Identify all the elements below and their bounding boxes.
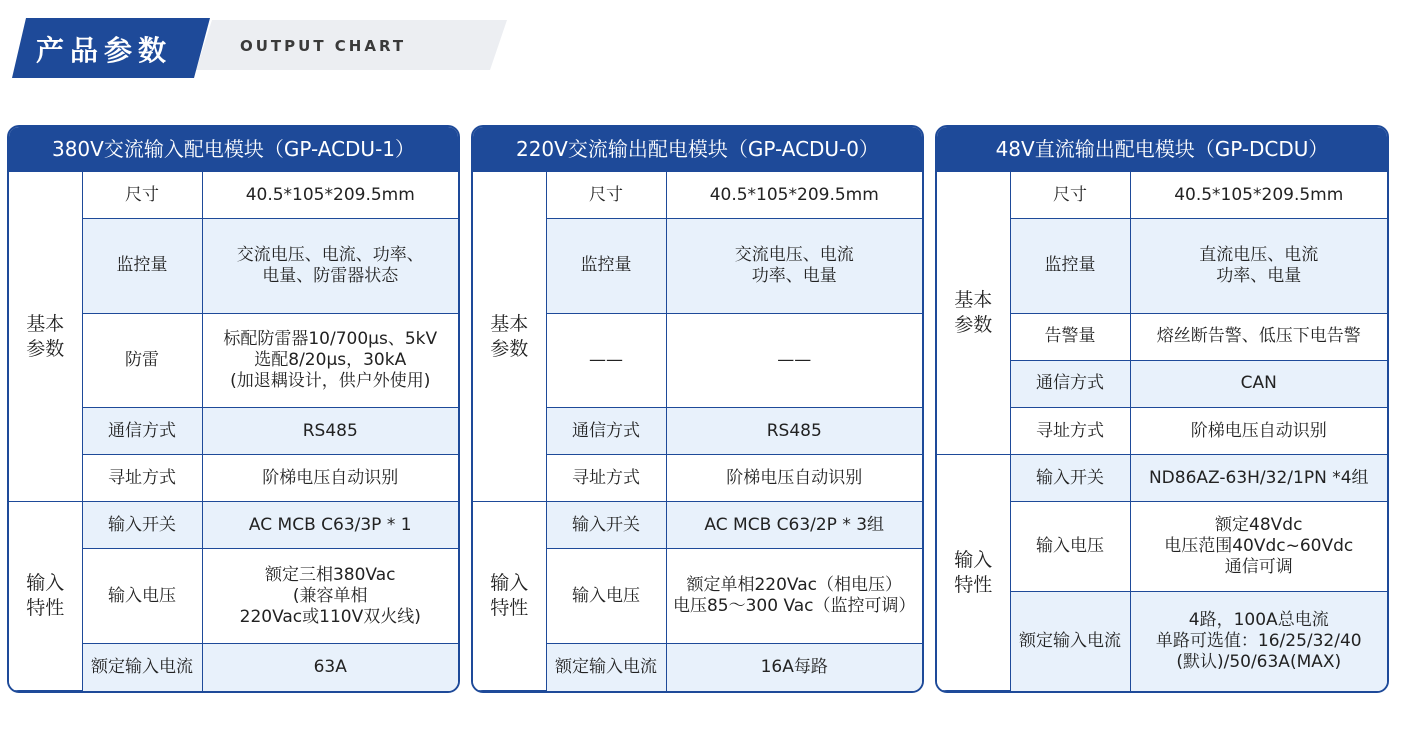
row-value: AC MCB C63/3P * 1 xyxy=(202,502,458,549)
row-value: 额定48Vdc 电压范围40Vdc~60Vdc 通信可调 xyxy=(1130,502,1387,591)
row-value: 交流电压、电流 功率、电量 xyxy=(666,219,922,313)
group-basic: 基本 参数 xyxy=(473,172,546,502)
spec-panel-acdu-0 xyxy=(471,125,924,693)
section-subtitle: OUTPUT CHART xyxy=(240,37,407,55)
row-label: 输入电压 xyxy=(1010,502,1130,591)
row-value: 阶梯电压自动识别 xyxy=(1130,407,1387,454)
panel-title: 220V交流输出配电模块（GP-ACDU-0） xyxy=(473,127,922,172)
row-label: 监控量 xyxy=(82,219,202,313)
row-label: 额定输入电流 xyxy=(82,643,202,690)
row-value: 40.5*105*209.5mm xyxy=(1130,172,1387,219)
spec-table xyxy=(9,127,458,691)
group-basic: 基本 参数 xyxy=(9,172,82,502)
row-value: 40.5*105*209.5mm xyxy=(666,172,922,219)
row-value: 4路，100A总电流 单路可选值：16/25/32/40 (默认)/50/63A(MAX) xyxy=(1130,591,1387,690)
row-label: 尺寸 xyxy=(546,172,666,219)
row-label: 寻址方式 xyxy=(546,455,666,502)
row-value: AC MCB C63/2P * 3组 xyxy=(666,502,922,549)
row-label: 通信方式 xyxy=(546,407,666,454)
row-label: 寻址方式 xyxy=(82,455,202,502)
row-value: 16A每路 xyxy=(666,643,922,690)
panel-title: 380V交流输入配电模块（GP-ACDU-1） xyxy=(9,127,458,172)
panel-title: 48V直流输出配电模块（GP-DCDU） xyxy=(937,127,1387,172)
row-value: 63A xyxy=(202,643,458,690)
row-value: ND86AZ-63H/32/1PN *4组 xyxy=(1130,455,1387,502)
spec-table xyxy=(937,127,1387,691)
row-label: 防雷 xyxy=(82,313,202,407)
row-label: 监控量 xyxy=(1010,219,1130,313)
row-label: 通信方式 xyxy=(82,407,202,454)
row-label: 输入电压 xyxy=(546,549,666,643)
row-value: 40.5*105*209.5mm xyxy=(202,172,458,219)
row-value: 直流电压、电流 功率、电量 xyxy=(1130,219,1387,313)
spec-panel-acdu-1 xyxy=(7,125,460,693)
group-input: 输入 特性 xyxy=(9,502,82,691)
spec-table xyxy=(473,127,922,691)
row-value: CAN xyxy=(1130,360,1387,407)
row-value: —— xyxy=(666,313,922,407)
row-label: 尺寸 xyxy=(82,172,202,219)
row-label: 输入电压 xyxy=(82,549,202,643)
row-label: 告警量 xyxy=(1010,313,1130,360)
group-basic: 基本 参数 xyxy=(937,172,1010,455)
row-value: 交流电压、电流、功率、 电量、防雷器状态 xyxy=(202,219,458,313)
row-label: 额定输入电流 xyxy=(546,643,666,690)
row-value: 标配防雷器10/700μs、5kV 选配8/20μs，30kA (加退耦设计，供户外使用) xyxy=(202,313,458,407)
row-label: 尺寸 xyxy=(1010,172,1130,219)
row-value: 额定三相380Vac (兼容单相 220Vac或110V双火线) xyxy=(202,549,458,643)
row-value: 额定单相220Vac（相电压） 电压85～300 Vac（监控可调） xyxy=(666,549,922,643)
row-label: —— xyxy=(546,313,666,407)
row-value: RS485 xyxy=(202,407,458,454)
row-label: 额定输入电流 xyxy=(1010,591,1130,690)
row-value: 熔丝断告警、低压下电告警 xyxy=(1130,313,1387,360)
row-value: 阶梯电压自动识别 xyxy=(202,455,458,502)
section-title: 产品参数 xyxy=(36,34,173,67)
row-label: 输入开关 xyxy=(82,502,202,549)
row-value: 阶梯电压自动识别 xyxy=(666,455,922,502)
row-label: 通信方式 xyxy=(1010,360,1130,407)
section-banner xyxy=(12,18,507,78)
row-label: 输入开关 xyxy=(546,502,666,549)
group-input: 输入 特性 xyxy=(937,455,1010,691)
row-label: 输入开关 xyxy=(1010,455,1130,502)
row-label: 监控量 xyxy=(546,219,666,313)
row-label: 寻址方式 xyxy=(1010,407,1130,454)
spec-panel-dcdu xyxy=(935,125,1389,693)
group-input: 输入 特性 xyxy=(473,502,546,691)
row-value: RS485 xyxy=(666,407,922,454)
